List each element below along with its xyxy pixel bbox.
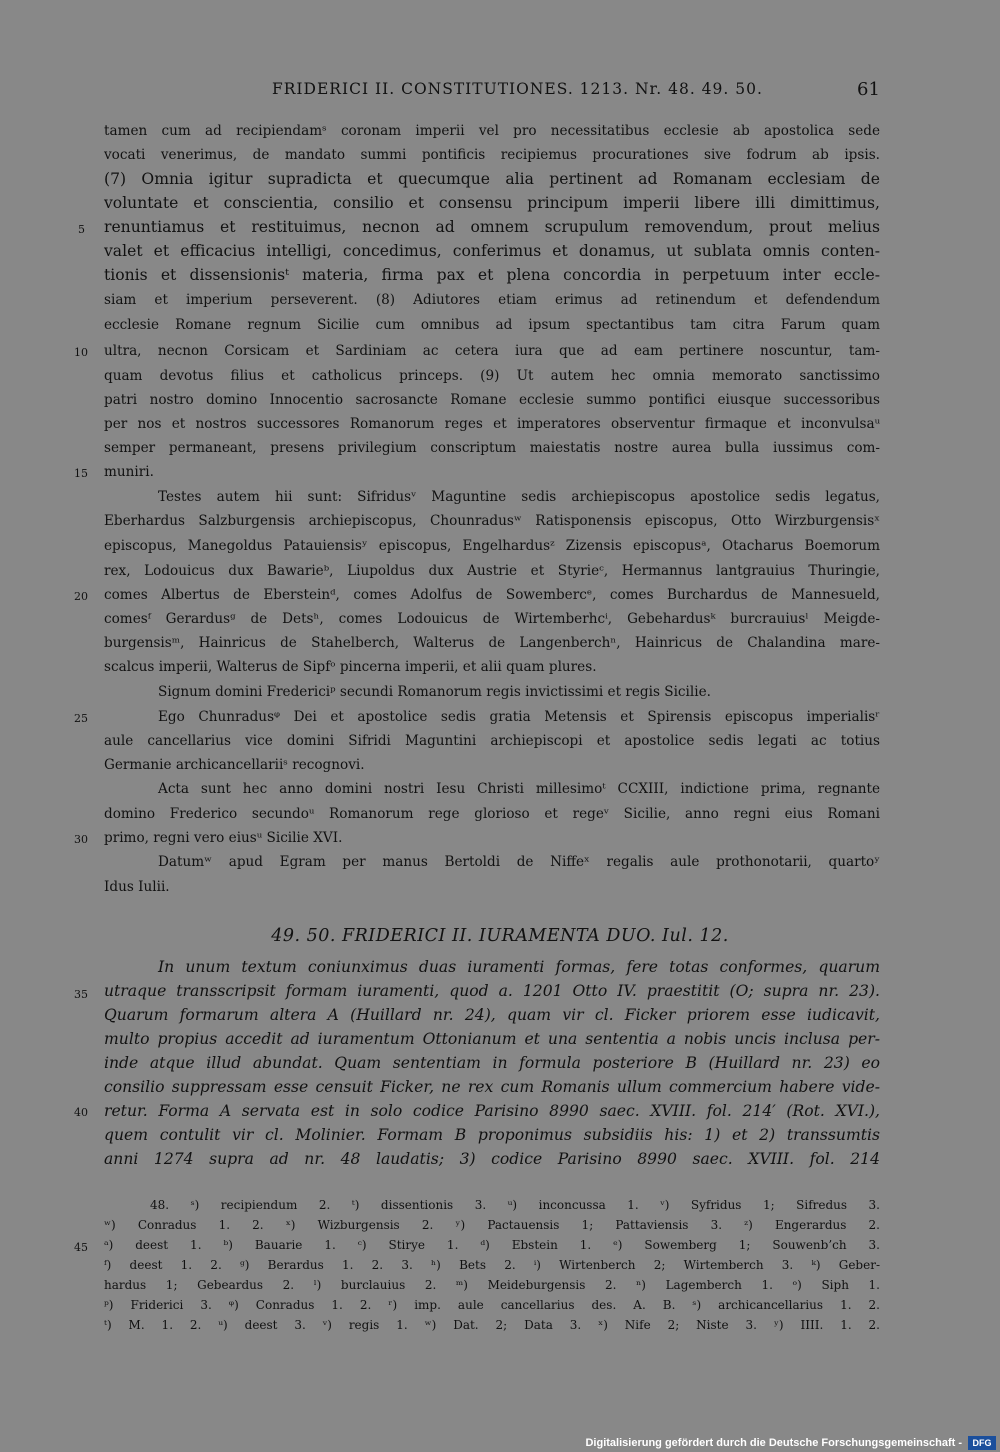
section-line: quem contulit vir cl. Molinier. Formam B proponimus subsidiis his: 1) et 2) transsumtis: [104, 1126, 880, 1144]
body-line: Idus Iulii.: [104, 879, 170, 895]
body-line: Signum domini Fredericiᵖ secundi Romanorum regis invictissimi et regis Sicilie.: [158, 684, 711, 700]
body-line: rex, Lodouicus dux Bawarieᵇ, Liupoldus dux Austrie et Styrieᶜ, Hermannus lantgrauius Thuringie,: [104, 563, 880, 579]
body-line: Eberhardus Salzburgensis archiepiscopus, Chounradusʷ Ratisponensis episcopus, Otto Wirzburgensisˣ: [104, 513, 880, 529]
section-line: In unum textum coniunximus duas iuramenti formas, fere totas conformes, quarum: [158, 958, 880, 976]
footnote-line: hardus 1; Gebeardus 2. ˡ) burclauius 2. ᵐ) Meideburgensis 2. ⁿ) Lagemberch 1. ᵒ) Siph 1.: [104, 1278, 880, 1292]
body-line: domino Frederico secundoᵘ Romanorum rege glorioso et regeᵛ Sicilie, anno regni eius Romani: [104, 806, 880, 822]
line-number: 20: [74, 590, 88, 603]
footnote-line: ʷ) Conradus 1. 2. ˣ) Wizburgensis 2. ʸ) Pactauensis 1; Pattaviensis 3. ᶻ) Engerardus 2.: [104, 1218, 880, 1232]
body-line: per nos et nostros successores Romanorum reges et imperatores observentur firmaque et inconvulsaᵘ: [104, 416, 880, 432]
section-line: utraque transscripsit formam iuramenti, quod a. 1201 Otto IV. praestitit (O; supra nr. 23).: [104, 982, 880, 1000]
body-line: muniri.: [104, 464, 154, 480]
footnote-line: ᵖ) Friderici 3. ᵠ) Conradus 1. 2. ʳ) imp. aule cancellarius des. A. B. ˢ) archicancellarius 1. 2.: [104, 1298, 880, 1312]
body-line: valet et efficacius intelligi, concedimus, conferimus et donamus, ut sublata omnis conten-: [104, 242, 880, 260]
body-line: tionis et dissensionisᵗ materia, firma pax et plena concordia in perpetuum inter eccle-: [104, 266, 880, 284]
body-line: episcopus, Manegoldus Patauiensisʸ episcopus, Engelhardusᶻ Zizensis episcopusᵃ, Otacharus Boemorum: [104, 538, 880, 554]
body-line: vocati venerimus, de mandato summi pontificis recipiemus procurationes sive fodrum ab ipsis.: [104, 147, 880, 163]
body-line: patri nostro domino Innocentio sacrosancte Romane ecclesie summo pontifici eiusque successoribus: [104, 392, 880, 408]
body-line: Testes autem hii sunt: Sifridusᵛ Maguntine sedis archiepiscopus apostolice sedis legatus,: [158, 489, 880, 505]
footnote-line: 48. ˢ) recipiendum 2. ᵗ) dissentionis 3. ᵘ) inconcussa 1. ᵛ) Syfridus 1; Sifredus 3.: [150, 1198, 880, 1212]
body-line: voluntate et conscientia, consilio et consensu principum imperii libere illi dimittimus,: [104, 194, 880, 212]
line-number: 5: [78, 223, 85, 236]
body-line: comes Albertus de Ebersteinᵈ, comes Adolfus de Sowembercᵉ, comes Burchardus de Mannesueld,: [104, 587, 880, 603]
page-number: 61: [857, 79, 880, 100]
digitization-footer: [585, 1434, 1000, 1452]
section-line: multo propius accedit ad iuramentum Ottonianum et una sententia a nobis uncis inclusa per-: [104, 1030, 880, 1048]
body-line: Germanie archicancellariiˢ recognovi.: [104, 757, 365, 773]
body-line: burgensisᵐ, Hainricus de Stahelberch, Walterus de Langenberchⁿ, Hainricus de Chalandina mare-: [104, 635, 880, 651]
body-line: comesᶠ Gerardusᵍ de Detsʰ, comes Lodouicus de Wirtemberhcⁱ, Gebehardusᵏ burcrauiusˡ Meigde-: [104, 611, 880, 627]
section-line: anni 1274 supra ad nr. 48 laudatis; 3) codice Parisino 8990 saec. XVIII. fol. 214: [104, 1150, 880, 1168]
line-number: 30: [74, 833, 88, 846]
body-line: scalcus imperii, Walterus de Sipfᵒ pincerna imperii, et alii quam plures.: [104, 659, 597, 675]
body-line: primo, regni vero eiusᵘ Sicilie XVI.: [104, 830, 343, 846]
body-line: tamen cum ad recipiendamˢ coronam imperii vel pro necessitatibus ecclesie ab apostolica sede: [104, 123, 880, 139]
body-line: ecclesie Romane regnum Sicilie cum omnibus ad ipsum spectantibus tam citra Farum quam: [104, 317, 880, 333]
line-number: 10: [74, 346, 88, 359]
section-line: consilio suppressam esse censuit Ficker, ne rex cum Romanis ullum commercium habere vide-: [104, 1078, 880, 1096]
body-line: (7) Omnia igitur supradicta et quecumque alia pertinent ad Romanam ecclesiam de: [104, 170, 880, 188]
body-line: quam devotus filius et catholicus princeps. (9) Ut autem hec omnia memorato sanctissimo: [104, 368, 880, 384]
line-number: 15: [74, 467, 88, 480]
body-line: Datumʷ apud Egram per manus Bertoldi de Niffeˣ regalis aule prothonotarii, quartoʸ: [158, 854, 880, 870]
dfg-logo: DFG: [968, 1436, 996, 1450]
body-line: Ego Chunradusᵠ Dei et apostolice sedis gratia Metensis et Spirensis episcopus imperialisʳ: [158, 709, 880, 725]
section-line: inde atque illud abundat. Quam sententiam in formula posteriore B (Huillard nr. 23) eo: [104, 1054, 880, 1072]
footnote-line: ᵗ) M. 1. 2. ᵘ) deest 3. ᵛ) regis 1. ʷ) Dat. 2; Data 3. ˣ) Nife 2; Niste 3. ʸ) IIII. 1. 2.: [104, 1318, 880, 1332]
body-line: Acta sunt hec anno domini nostri Iesu Christi millesimoᵗ CCXIII, indictione prima, regnante: [158, 781, 880, 797]
body-line: siam et imperium perseverent. (8) Adiutores etiam erimus ad retinendum et defendendum: [104, 292, 880, 308]
header-title: FRIDERICI II. CONSTITUTIONES. 1213. Nr. 48. 49. 50.: [272, 80, 763, 98]
line-number: 45: [74, 1241, 88, 1254]
body-line: ultra, necnon Corsicam et Sardiniam ac cetera iura que ad eam pertinere noscuntur, tam-: [104, 343, 880, 359]
funding-note: Digitalisierung gefördert durch die Deutsche Forschungsgemeinschaft -: [585, 1437, 962, 1449]
footnote-line: ᵃ) deest 1. ᵇ) Bauarie 1. ᶜ) Stirye 1. ᵈ) Ebstein 1. ᵉ) Sowemberg 1; Souwenb’ch 3.: [104, 1238, 880, 1252]
section-title: 49. 50. FRIDERICI II. IURAMENTA DUO. Iul. 12.: [271, 926, 729, 946]
line-number: 35: [74, 988, 88, 1001]
running-header: [0, 80, 1000, 104]
line-number: 40: [74, 1106, 88, 1119]
footnote-line: ᶠ) deest 1. 2. ᵍ) Berardus 1. 2. 3. ʰ) Bets 2. ⁱ) Wirtenberch 2; Wirtemberch 3. ᵏ) Geber-: [104, 1258, 880, 1272]
line-number: 25: [74, 712, 88, 725]
section-line: Quarum formarum altera A (Huillard nr. 24), quam vir cl. Ficker priorem esse iudicavit,: [104, 1006, 880, 1024]
body-line: semper permaneant, presens privilegium conscriptum maiestatis nostre aurea bulla iussimus com-: [104, 440, 880, 456]
section-line: retur. Forma A servata est in solo codice Parisino 8990 saec. XVIII. fol. 214′ (Rot. XVI.),: [104, 1102, 880, 1120]
body-line: renuntiamus et restituimus, necnon ad omnem scrupulum removendum, prout melius: [104, 218, 880, 236]
body-line: aule cancellarius vice domini Sifridi Maguntini archiepiscopi et apostolice sedis legati ac totius: [104, 733, 880, 749]
